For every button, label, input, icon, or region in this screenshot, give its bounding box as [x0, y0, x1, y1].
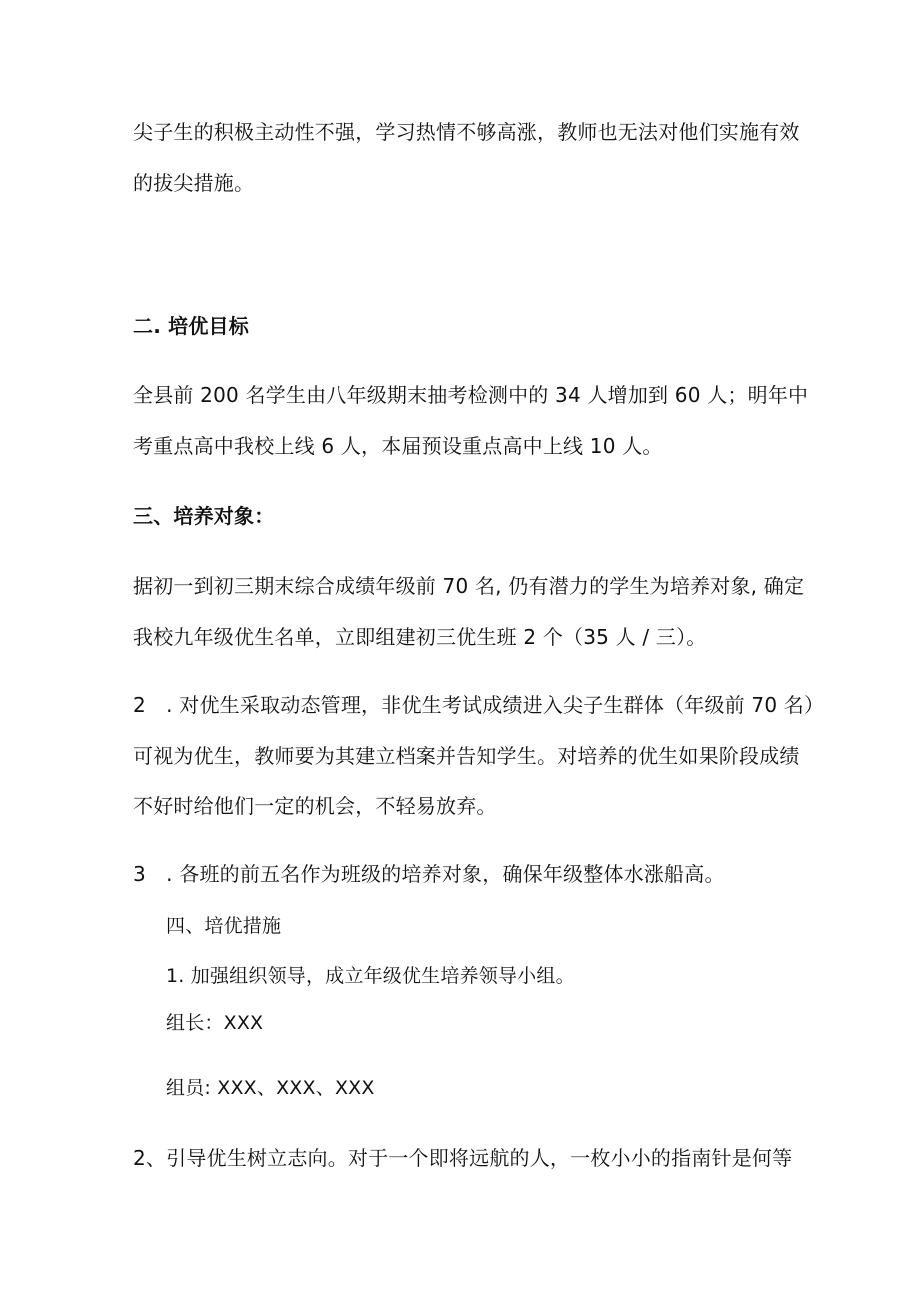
section-heading-measures: 四、培优措施 — [166, 915, 282, 937]
paragraph-line: 尖子生的积极主动性不强，学习热情不够高涨，教师也无法对他们实施有效 — [133, 120, 800, 144]
paragraph-line: 的拔尖措施。 — [133, 171, 255, 195]
paragraph-line: 我校九年级优生名单，立即组建初三优生班 2 个（35 人 / 三）。 — [133, 625, 707, 649]
group-members: 组员: XXX、XXX、XXX — [166, 1077, 375, 1099]
section-heading-targets: 三、培养对象： — [133, 504, 275, 528]
paragraph-line: 据初一到初三期末综合成绩年级前 70 名, 仍有潜力的学生为培养对象, 确定 — [133, 574, 805, 598]
paragraph-line: 全县前 200 名学生由八年级期末抽考检测中的 34 人增加到 60 人；明年中 — [133, 383, 809, 407]
paragraph-line: 可视为优生，教师要为其建立档案并告知学生。对培养的优生如果阶段成绩 — [133, 744, 800, 768]
measure-item: 1. 加强组织领导，成立年级优生培养领导小组。 — [166, 965, 575, 987]
paragraph-line: 2 . 对优生采取动态管理，非优生考试成绩进入尖子生群体（年级前 70 名） — [133, 693, 825, 717]
group-leader: 组长：XXX — [166, 1012, 264, 1034]
paragraph-line: 不好时给他们一定的机会，不轻易放弃。 — [133, 794, 497, 818]
paragraph-line: 考重点高中我校上线 6 人，本届预设重点高中上线 10 人。 — [133, 434, 663, 458]
section-heading-goals: 二. 培优目标 — [133, 314, 249, 338]
paragraph-line: 2、引导优生树立志向。对于一个即将远航的人，一枚小小的指南针是何等 — [133, 1146, 793, 1170]
paragraph-line: 3 . 各班的前五名作为班级的培养对象，确保年级整体水涨船高。 — [133, 862, 725, 886]
